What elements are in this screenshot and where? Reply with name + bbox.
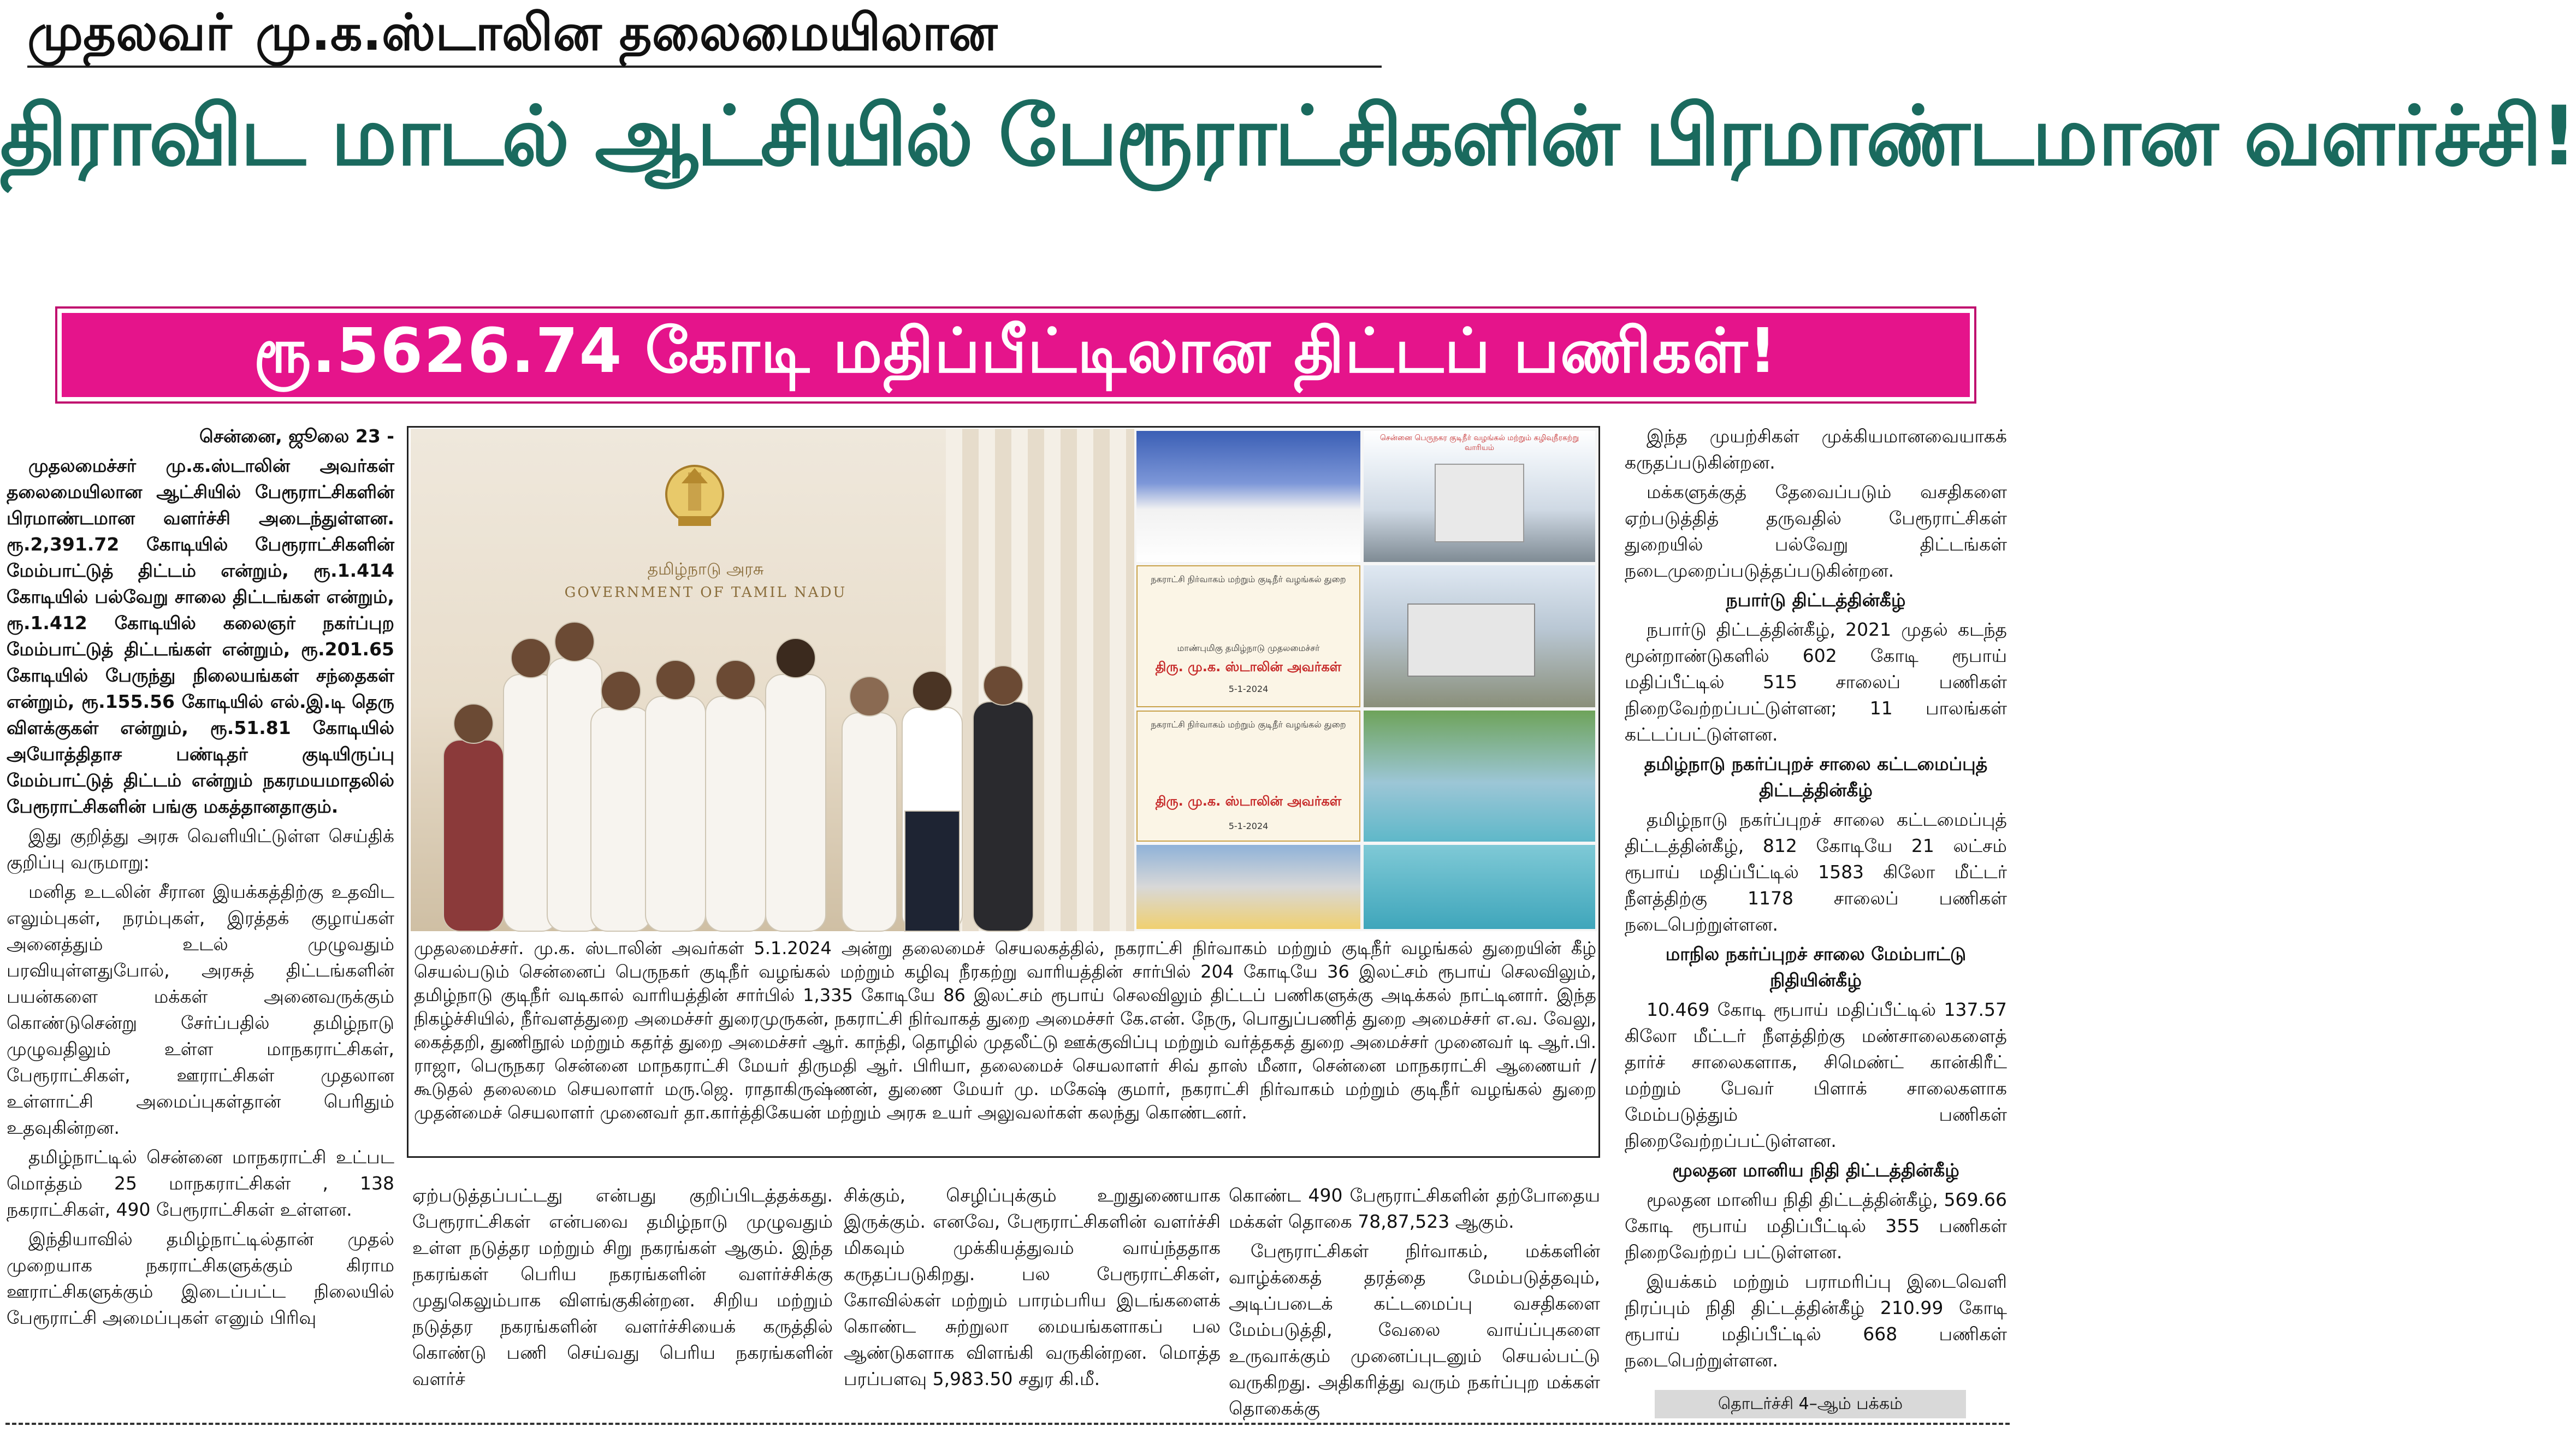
paragraph: தமிழ்நாடு நகர்ப்புறச் சாலை கட்டமைப்புத் திட்டத்தின்கீழ், 812 கோடியே 21 லட்சம் ரூபாய் மதிப்பீட்டில் 1583 கிலோ மீட்டர் நீளத்திற்கு 1178 சாலைப் பணிகள் நடைபெற்றுள்ளன.: [1625, 809, 2007, 935]
continued-note: தொடர்ச்சி 4–ஆம் பக்கம்: [1655, 1390, 1966, 1418]
person-figure: [443, 622, 1033, 931]
section-subhead: நபார்டு திட்டத்தின்கீழ்: [1726, 589, 1906, 611]
paragraph: கொண்ட 490 பேரூராட்சிகளின் தற்போதைய மக்கள் தொகை 78,87,523 ஆகும்.: [1229, 1185, 1600, 1232]
paragraph: இந்தியாவில் தமிழ்நாட்டில்தான் முதல் முறையாக நகராட்சிகளுக்கும் கிராம ஊராட்சிகளுக்கும் இடைப்பட்ட நிலையில் பேரூராட்சி அமைப்புகள் எனும் பிரிவு: [7, 1228, 394, 1328]
state-emblem-icon: [662, 461, 727, 538]
collage-photo-house: [1136, 845, 1360, 929]
article-column-3: [844, 1182, 1221, 1417]
paragraph: தமிழ்நாட்டில் சென்னை மாநகராட்சி உட்பட மொத்தம் 25 மாநகராட்சிகள் , 138 நகராட்சிகள், 490 பேரூராட்சிகள் உள்ளன.: [7, 1146, 394, 1220]
article-column-4: [1229, 1182, 1600, 1417]
section-subhead: மூலதன மானிய நிதி திட்டத்தின்கீழ்: [1672, 1159, 1959, 1181]
paragraph: மக்களுக்குத் தேவைப்படும் வசதிகளை ஏற்படுத்தித் தருவதில் பேரூராட்சிகள் துறையில் பல்வேறு திட்டங்கள் நடைமுறைப்படுத்தப்படுகின்றன.: [1625, 481, 2007, 581]
plaque-title: நகராட்சி நிர்வாகம் மற்றும் குடிநீர் வழங்கல் துறை: [1151, 719, 1346, 730]
plaque-date: 5-1-2024: [1228, 821, 1269, 831]
gov-english-text: GOVERNMENT OF TAMIL NADU: [564, 584, 847, 601]
plaque-title: நகராட்சி நிர்வாகம் மற்றும் குடிநீர் வழங்கல் துறை: [1151, 574, 1346, 584]
collage-photo-pools: [1364, 845, 1595, 929]
plaque-name: திரு. மு.க. ஸ்டாலின் அவர்கள்: [1155, 794, 1342, 809]
collage-photo-event: [1136, 431, 1360, 562]
article-column-2: [412, 1182, 833, 1417]
kicker-line: முதலவா் மு.க.ஸ்டாலின தலைமையிலான: [27, 0, 1382, 68]
dignitaries-group: [411, 560, 1134, 931]
article-column-5: [1625, 423, 2007, 1384]
paragraph: இந்த முயற்சிகள் முக்கியமானவையாகக் கருதப்படுகின்றன.: [1625, 425, 2007, 473]
collage-caption: சென்னை பெருநகர குடிநீர் வழங்கல் மற்றும் கழிவுநீரகற்று வாரியம்: [1379, 434, 1579, 452]
section-subhead: தமிழ்நாடு நகர்ப்புறச் சாலை கட்டமைப்புத் திட்டத்தின்கீழ்: [1644, 753, 1988, 801]
paragraph: 10.469 கோடி ரூபாய் மதிப்பீட்டில் 137.57 கிலோ மீட்டர் நீளத்திற்கு மண்சாலைகளைத் தார்ச் சாலைகளாக, சிமெண்ட் கான்கிரீட் மற்றும் பேவர் பிளாக் சாலைகளாக மேம்படுத்தும் பணிகள் நிறைவேற்றப்பட்டுள்ளன.: [1625, 999, 2007, 1151]
paragraph: இயக்கம் மற்றும் பராமரிப்பு இடைவெளி நிரப்பும் நிதி திட்டத்தின்கீழ் 210.99 கோடி ரூபாய் மதிப்பீட்டில் 668 பணிகள் நடைபெற்றுள்ளன.: [1625, 1271, 2007, 1371]
paragraph: நபார்டு திட்டத்தின்கீழ், 2021 முதல் கடந்த மூன்றாண்டுகளில் 602 கோடி ரூபாய் மதிப்பீட்டில் 515 சாலைப் பணிகள் நிறைவேற்றப்பட்டுள்ளன; 11 பாலங்கள் கட்டப்பட்டுள்ளன.: [1625, 619, 2007, 745]
photo-caption: முதலமைச்சர். மு.க. ஸ்டாலின் அவர்கள் 5.1.2024 அன்று தலைமைச் செயலகத்தில், நகராட்சி நிர்வாகம் மற்றும் குடிநீர் வழங்கல் துறையின் கீழ் செயல்படும் சென்னைப் பெருநகர் குடிநீர் வழங்கல் மற்றும் கழிவு நீரகற்று வாரியத்தின் சார்பில் 204 கோடியே 36 இலட்சம் ரூபாய் செலவிலும், தமிழ்நாடு குடிநீர் வடிகால் வாரியத்தின் சார்பில் 1,335 கோடியே 86 இலட்சம் ரூபாய் செலவிலும் திட்டப் பணிகளுக்கு அடிக்கல் நாட்டினார். இந்த நிகழ்ச்சியில், நீர்வளத்துறை அமைச்சர் துரைமுருகன், நகராட்சி நிர்வாகத் துறை அமைச்சர் கே.என். நேரு, பொதுப்பணித் துறை அமைச்சர் எ.வ. வேலு, கைத்தறி, துணிநூல் மற்றும் கதர்த் துறை அமைச்சர் ஆர். காந்தி, தொழில் முதலீட்டு ஊக்குவிப்பு மற்றும் வர்த்தகத் துறை அமைச்சர் முனைவர் டி ஆர்.பி. ராஜா, பெருநகர சென்னை மாநகராட்சி மேயர் திருமதி ஆர். பிரியா, தலைமைச் செயலாளர் சிவ் தாஸ் மீனா, சென்னை மாநகராட்சி ஆணையர் / கூடுதல் தலைமை செயலாளர் மரு.ஜெ. ராதாகிருஷ்ணன், துணை மேயர் மு. மகேஷ் குமார், நகராட்சி நிர்வாகம் மற்றும் குடிநீர் வழங்கல் துறை முதன்மைச் செயலாளர் முனைவர் தா.கார்த்திகேயன் மற்றும் அரசு உயர் அலுவலர்கள் கலந்து கொண்டனர்.: [414, 938, 1597, 1123]
main-headline: திராவிட மாடல் ஆட்சியில் பேரூராட்சிகளின் பிரமாண்டமான வளர்ச்சி!: [0, 89, 2576, 184]
collage-photo-building: [1364, 565, 1595, 707]
section-subhead: மாநில நகர்ப்புறச் சாலை மேம்பாட்டு நிதியின்கீழ்: [1665, 943, 1967, 991]
paragraph: ஏற்படுத்தப்பட்டது என்பது குறிப்பிடத்தக்கது. பேரூராட்சிகள் என்பவை தமிழ்நாடு முழுவதும் உள்ள நடுத்தர மற்றும் சிறு நகரங்கள் ஆகும். இந்த நகரங்கள் பெரிய நகரங்களின் வளர்ச்சிக்கு முதுகெலும்பாக விளங்குகின்றன. சிறிய மற்றும் நடுத்தர நகரங்களின் வளர்ச்சியைக் கருத்தில் கொண்டு பணி செய்வது பெரிய நகரங்களின் வளர்ச்: [412, 1185, 833, 1389]
plaque-date: 5-1-2024: [1228, 684, 1269, 694]
paragraph: பேரூராட்சிகள் நிர்வாகம், மக்களின் வாழ்க்கைத் தரத்தை மேம்படுத்தவும், அடிப்படைக் கட்டமைப்பு வசதிகளை மேம்படுத்தி, வேலை வாய்ப்புகளை உருவாக்கும் முனைப்புடனும் செயல்பட்டு வருகிறது. அதிகரித்து வரும் நகர்ப்புற மக்கள் தொகைக்கு: [1229, 1240, 1600, 1419]
collage-panel: [1134, 429, 1597, 931]
sub-headline-banner: [57, 309, 1974, 401]
dateline: சென்னை, ஜூலை 23 -: [199, 425, 394, 447]
cut-line-divider: [5, 1423, 2010, 1425]
event-photo: [411, 429, 1134, 931]
gov-tamil-text: தமிழ்நாடு அரசு: [647, 560, 764, 579]
collage-photo-treatment-plant: [1364, 711, 1595, 842]
plaque-role: மாண்புமிகு தமிழ்நாடு முதலமைச்சர்: [1177, 643, 1320, 653]
article-column-1: [7, 423, 394, 1420]
plaque-name: திரு. மு.க. ஸ்டாலின் அவர்கள்: [1155, 659, 1342, 674]
paragraph: இது குறித்து அரசு வெளியிட்டுள்ள செய்திக் குறிப்பு வருமாறு:: [7, 825, 394, 873]
lead-paragraph: முதலமைச்சர் மு.க.ஸ்டாலின் அவர்கள் தலைமையிலான ஆட்சியில் பேரூராட்சிகளின் பிரமாண்டமான வளர்ச்சி அடைந்துள்ளன. ரூ.2,391.72 கோடியில் பேரூராட்சிகளின் மேம்பாட்டுத் திட்டம் என்றும், ரூ.1.414 கோடியில் பல்வேறு சாலை திட்டங்கள் என்றும், ரூ.1.412 கோடியில் கலைஞர் நகர்ப்புற மேம்பாட்டுத் திட்டங்கள் என்றும், ரூ.201.65 கோடியில் பேருந்து நிலையங்கள் சந்தைகள் என்றும், ரூ.155.56 கோடியில் எல்.இ.டி தெரு விளக்குகள் என்றும், ரூ.51.81 கோடியில் அயோத்திதாச பண்டிதர் குடியிருப்பு மேம்பாட்டுத் திட்டம் என்றும் நகரமயமாதலில் பேரூராட்சிகளின் பங்கு மகத்தானதாகும்.: [7, 455, 394, 817]
collage-photo-tank: [1364, 431, 1595, 562]
foundation-plaque-1: [1136, 565, 1360, 707]
paragraph: மூலதன மானிய நிதி திட்டத்தின்கீழ், 569.66 கோடி ரூபாய் மதிப்பீட்டில் 355 பணிகள் நிறைவேற்றப் பட்டுள்ளன.: [1625, 1189, 2007, 1263]
paragraph: சிக்கும், செழிப்புக்கும் உறுதுணையாக இருக்கும். எனவே, பேரூராட்சிகளின் வளர்ச்சி மிகவும் முக்கியத்துவம் வாய்ந்ததாக கருதப்படுகிறது. பல பேரூராட்சிகள், கோவில்கள் மற்றும் பாரம்பரிய இடங்களைக் கொண்ட சுற்றுலா மையங்களாகப் பல ஆண்டுகளாக விளங்கி வருகின்றன. மொத்த பரப்பளவு 5,983.50 சதுர கி.மீ.: [844, 1185, 1221, 1389]
foundation-plaque-2: [1136, 711, 1360, 842]
paragraph: மனித உடலின் சீரான இயக்கத்திற்கு உதவிட எலும்புகள், நரம்புகள், இரத்தக் குழாய்கள் அனைத்தும் உடல் முழுவதும் பரவியுள்ளதுபோல், அரசுத் திட்டங்களின் பயன்களை மக்கள் அனைவருக்கும் கொண்டுசென்று சேர்ப்பதில் தமிழ்நாடு முழுவதிலும் உள்ள மாநகராட்சிகள், பேரூராட்சிகள், ஊராட்சிகள் முதலான உள்ளாட்சி அமைப்புகள்தான் பெரிதும் உதவுகின்றன.: [7, 881, 394, 1138]
banner-text: ரூ.5626.74 கோடி மதிப்பீட்டிலான திட்டப் பணிகள்!: [253, 315, 1778, 387]
